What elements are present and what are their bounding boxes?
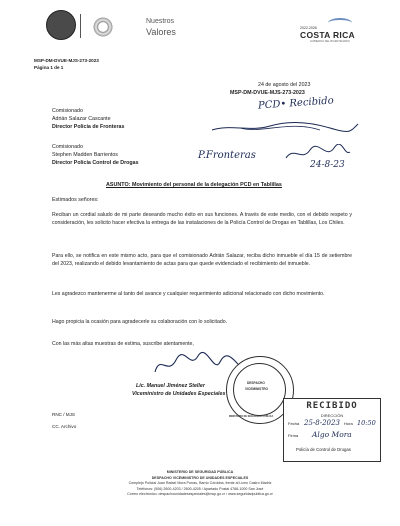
stamp-fecha-value: 25-8-2023 [304,419,340,427]
recipient-title-1: Director Policía de Fronteras [52,124,125,130]
salutation-2: Comisionado [52,144,83,150]
received-stamp [283,398,381,462]
handwritten-pcd-received: PCD• Recibido [257,95,335,112]
cr-brand-name: COSTA RICA [300,30,355,40]
nuestros-valores-logo [92,16,114,38]
cr-brand-logo [328,18,352,28]
stamp-subtitle: DIRECCIÓN [320,413,344,418]
stamp-hora-label: Hora [344,421,353,426]
stamp-title: RECIBIDO [306,401,358,411]
divider-line [80,14,81,38]
handwritten-signature-scribble [210,120,360,134]
recipient-name-2: Stephen Madden Barrientos [52,152,118,158]
footer-line-2: DESPACHO VICEMINISTRO DE UNIDADES ESPECIALES [151,475,249,480]
paragraph-3: Les agradezco mantenerme al tanto del avance y cualquier requerimiento adicional relacionado con dicho movimiento. [52,291,325,297]
paragraph-1: Reciban un cordial saludo de mi parte deseando mucho éxito en sus funciones. A través de este medio, con el debido respeto y consideración, les solicito hacer efectiva la entrega de las instalaciones de la Policía Control de Drogas en Tablillas, Los Chiles. [52,212,352,226]
stamp-fecha-label: Fecha [288,421,300,426]
recipient-name-1: Adrián Salazar Cascante [52,116,111,122]
stamp-firma-label: Firma [288,433,299,438]
signature-scribble [150,350,240,378]
document-code: MSP-DM-DVUE-MJS-273-2023 [34,58,99,63]
valores-text: Valores [146,27,176,37]
handwritten-date: 24-8-23 [310,160,345,170]
paragraph-2: Para ello, se notifica en este mismo acto, para que el comisionado Adrián Salazar, reciba dicho inmueble el día 15 de setiembre del 2023, realizando el debido levantamiento de actas para que quede evidenciado el recibimiento del inmueble. [52,253,352,267]
letter-date: 24 de agosto del 2023 [258,82,311,88]
page-number: Página 1 de 1 [34,65,64,70]
footer-line-1: MINISTERIO DE SEGURIDAD PÚBLICA [166,470,234,474]
footer-block [56,470,344,498]
seal-center-line-1: DESPACHO [247,381,265,385]
seal-center-line-2: VICEMINISTRO [245,387,269,391]
stamp-hora-value: 10:50 [357,419,376,427]
salutation-1: Comisionado [52,108,83,114]
footer-line-3: Complejo Policial Juan Rafael Mora Porras, Barrio Córdoba, frente al Liceo Castro Madriz [128,481,272,486]
seal-ring-text: MINISTERIO DE SEGURIDAD PÚBLICA [229,415,274,418]
cc-archive: CC. Archivo [52,424,77,429]
stamp-org: Policía de Control de Drogas [296,447,351,452]
letter-code: MSP-DM-DVUE-MJS-273-2023 [230,90,305,96]
subject-line: ASUNTO: Movimiento del personal de la delegación PCD en Tablillas [106,182,282,188]
cr-brand-years: 2022-2026 [300,26,317,30]
signer-name: Lic. Manuel Jiménez Steller [136,383,205,389]
signer-title: Viceministro de Unidades Especiales [132,391,226,397]
closing: Con las más altas muestras de estima, suscribe atentamente, [52,341,194,347]
recipient-title-2: Director Policía Control de Drogas [52,160,139,166]
stamp-firma-value: Algo Mora [312,430,352,439]
footer-line-4: Teléfonos: (506) 2600-4203 / 2600-4205 / Apartado Postal 4768-1000 San José [136,486,264,491]
handwritten-fronteras: P.Fronteras [198,150,256,161]
footer-line-5: Correo electrónico: despachounidadesespeciales@msp.go.cr / www.seguridadpublica.go.cr [127,492,273,497]
cr-brand-sub: GOBIERNO DEL BICENTENARIO [310,40,350,43]
nuestros-text: Nuestros [146,18,175,25]
paragraph-4: Hago propicia la ocasión para agradecerle su colaboración con lo solicitado. [52,319,228,325]
greeting: Estimados señores: [52,197,99,203]
rnc-initials: RNC / MJS [52,412,75,417]
ministry-logo-circle [46,10,76,40]
